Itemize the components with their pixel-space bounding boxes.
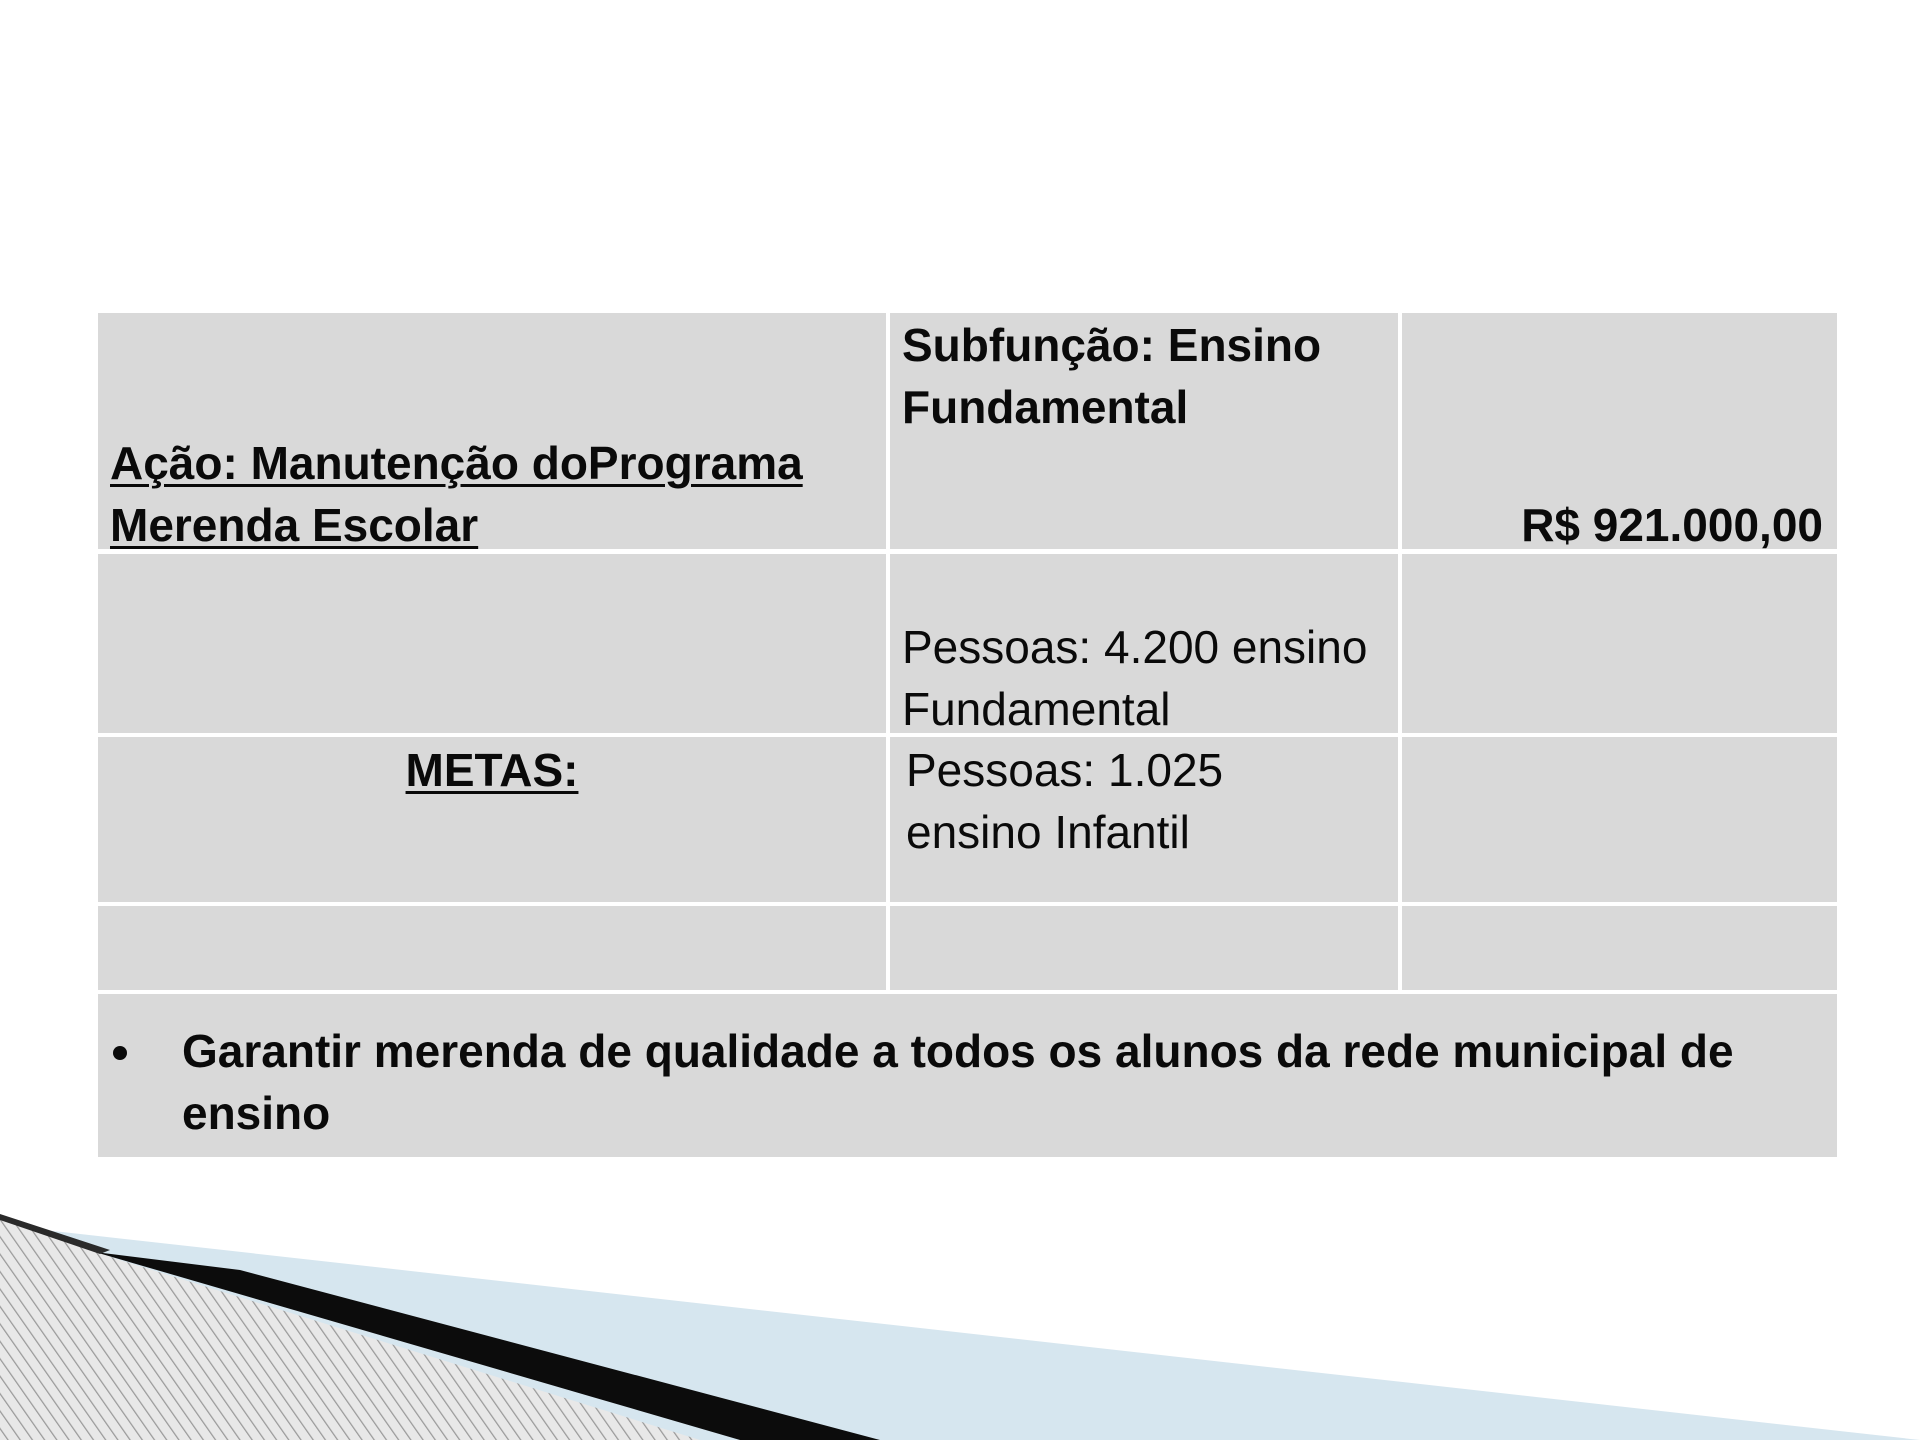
objetivo-line2: ensino (182, 1087, 331, 1139)
cell-empty-r2c1 (98, 554, 886, 733)
pessoas-fundamental-line1: Pessoas: 4.200 ensino (902, 621, 1368, 673)
metas-label: METAS: (405, 744, 579, 796)
pessoas-fundamental-line2: Fundamental (902, 683, 1171, 735)
cell-empty-r3c3 (1402, 737, 1837, 902)
acao-title-line2: Merenda Escolar (110, 499, 479, 551)
cell-empty-r2c3 (1402, 554, 1837, 733)
cell-empty-r4c3 (1402, 906, 1837, 990)
acao-title-line1: Ação: Manutenção doPrograma (110, 437, 803, 489)
subfuncao-line2: Fundamental (902, 381, 1189, 433)
bullet-icon (113, 1046, 127, 1060)
objetivo-line1: Garantir merenda de qualidade a todos os alunos da rede municipal de (182, 1025, 1734, 1077)
pessoas-infantil-line1: Pessoas: 1.025 (906, 744, 1224, 796)
pessoas-infantil-line2: ensino Infantil (906, 806, 1190, 858)
valor-total: R$ 921.000,00 (1521, 499, 1823, 551)
cell-empty-r4c1 (98, 906, 886, 990)
cell-empty-r4c2 (890, 906, 1398, 990)
subfuncao-line1: Subfunção: Ensino (902, 319, 1322, 371)
